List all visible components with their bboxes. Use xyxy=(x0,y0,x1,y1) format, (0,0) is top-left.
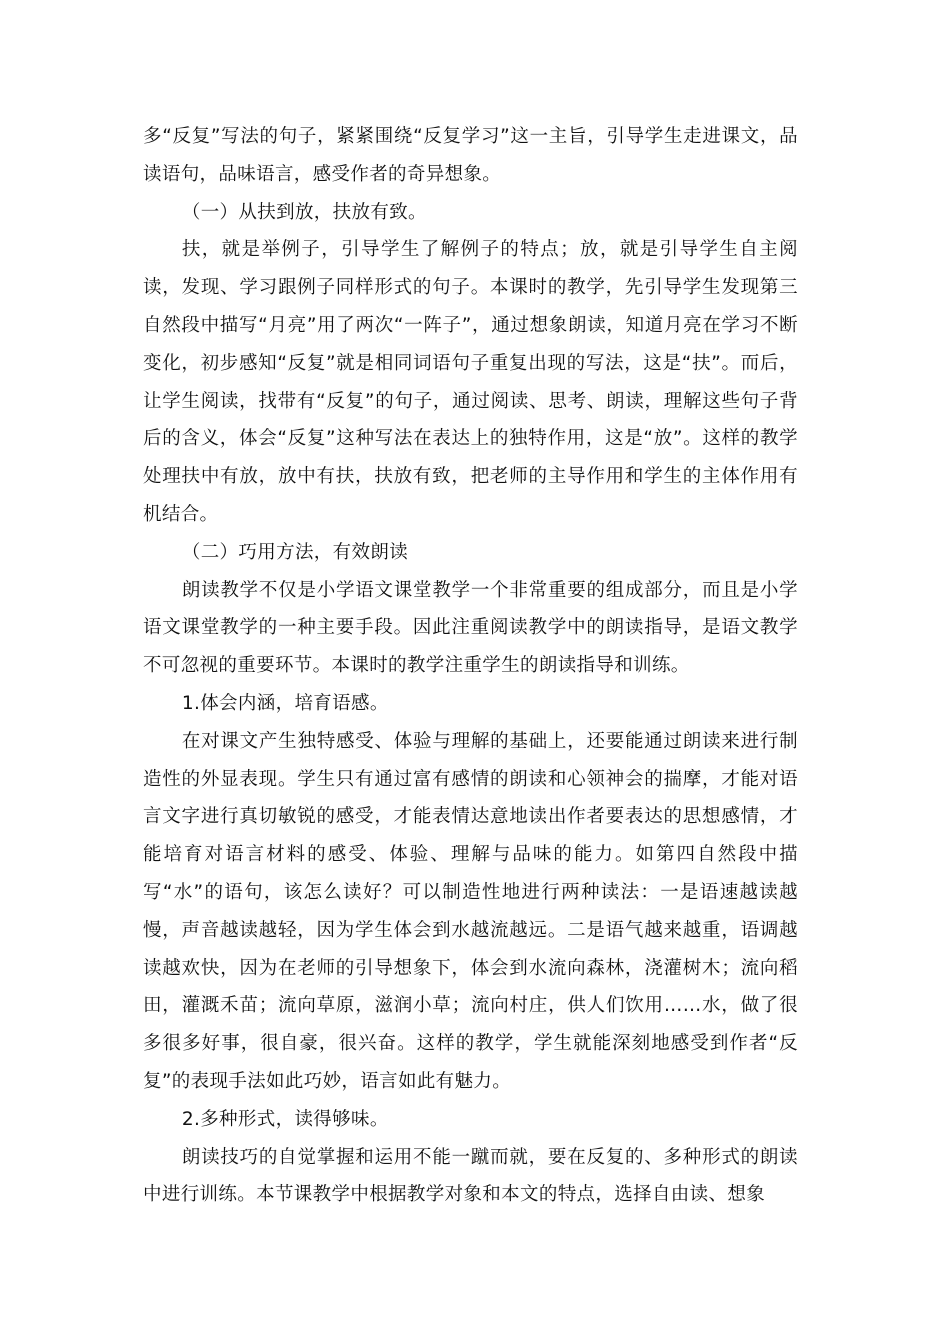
subsection-heading-2: 2.多种形式，读得够味。 xyxy=(181,1108,389,1130)
paragraph-reading-forms: 朗读技巧的自觉掌握和运用不能一蹴而就，要在反复的、多种形式的朗读中进行训练。本节课教学中根据教学对象和本文的特点，选择自由读、想象 xyxy=(143,1146,798,1206)
subsection-heading-1: 1.体会内涵，培育语感。 xyxy=(181,692,389,714)
paragraph-intro-continuation: 多“反复”写法的句子，紧紧围绕“反复学习”这一主旨，引导学生走进课文，品读语句，品味语言，感受作者的奇异想象。 xyxy=(143,126,798,185)
document-page xyxy=(143,118,798,1214)
paragraph-language-sense: 在对课文产生独特感受、体验与理解的基础上，还要能通过朗读来进行制造性的外显表现。学生只有通过富有感情的朗读和心领神会的揣摩，才能对语言文字进行真切敏锐的感受，才能表情达意地读出作者要表达的思想感情，才能培育对语言材料的感受、体验、理解与品味的能力。如第四自然段中描写“水”的语句，该怎么读好？可以制造性地进行两种读法：一是语速越读越慢，声音越读越轻，因为学生体会到水越流越远。二是语气越来越重，语调越读越欢快，因为在老师的引导想象下，体会到水流向森林，浇灌树木；流向稻田，灌溉禾苗；流向草原，滋润小草；流向村庄，供人们饮用……水，做了很多很多好事，很自豪，很兴奋。这样的教学，学生就能深刻地感受到作者“反复”的表现手法如此巧妙，语言如此有魅力。 xyxy=(143,730,798,1092)
section-heading-1: （一）从扶到放，扶放有致。 xyxy=(181,201,427,223)
section-heading-2: （二）巧用方法，有效朗读 xyxy=(181,541,409,563)
paragraph-reading-teaching: 朗读教学不仅是小学语文课堂教学一个非常重要的组成部分，而且是小学语文课堂教学的一种主要手段。因此注重阅读教学中的朗读指导，是语文教学不可忽视的重要环节。本课时的教学注重学生的朗读指导和训练。 xyxy=(143,579,798,677)
paragraph-scaffolding: 扶，就是举例子，引导学生了解例子的特点；放，就是引导学生自主阅读，发现、学习跟例子同样形式的句子。本课时的教学，先引导学生发现第三自然段中描写“月亮”用了两次“一阵子”，通过想象朗读，知道月亮在学习不断变化，初步感知“反复”就是相同词语句子重复出现的写法，这是“扶”。而后，让学生阅读，找带有“反复”的句子，通过阅读、思考、朗读，理解这些句子背后的含义，体会“反复”这种写法在表达上的独特作用，这是“放”。这样的教学处理扶中有放，放中有扶，扶放有致，把老师的主导作用和学生的主体作用有机结合。 xyxy=(143,239,798,525)
